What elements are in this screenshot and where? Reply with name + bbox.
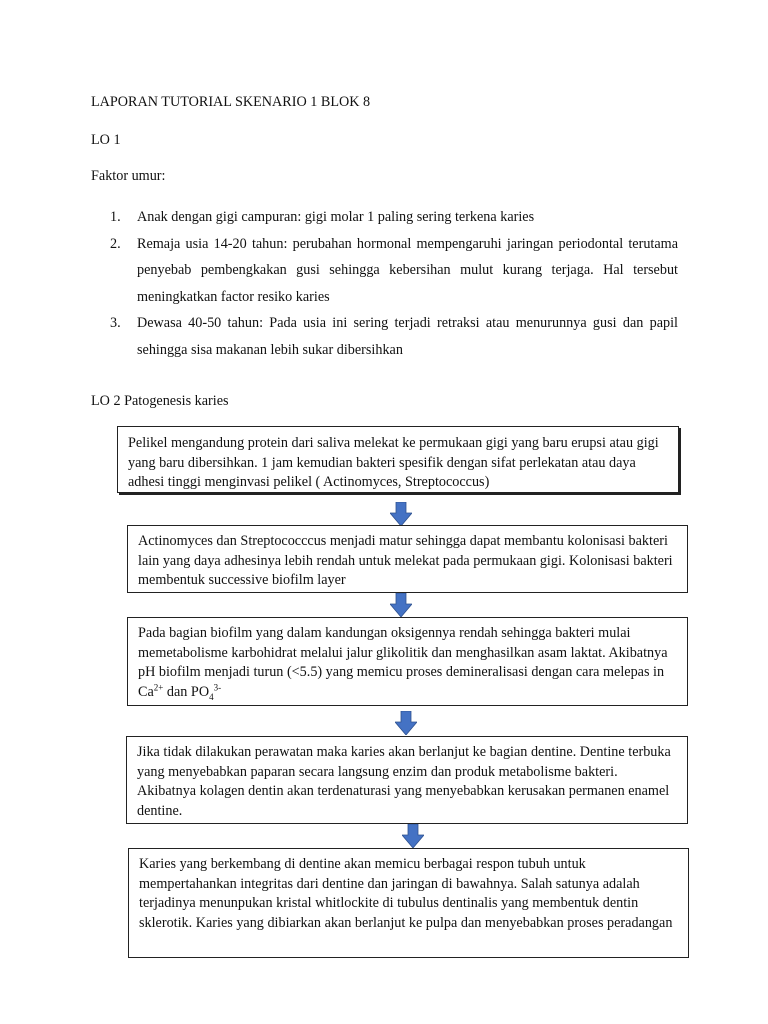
document-title: LAPORAN TUTORIAL SKENARIO 1 BLOK 8 [91,94,371,110]
flow-box-kolonisasi [127,525,688,593]
list-item-number: 3. [110,315,121,331]
flow-box-text: Actinomyces dan Streptococccus menjadi matur sehingga dapat membantu kolonisasi bakteri lain yang daya adhesinya lebih rendah untuk melekat pada permukaan gigi. Kolonisasi bakteri membentuk successive biofilm layer [138,533,673,588]
flow-box-text [138,624,677,702]
phosphate-charge: 3- [213,681,222,692]
calcium-charge: 2+ [153,681,164,692]
lo2-heading: LO 2 Patogenesis karies [91,393,229,409]
flow-box-text: Pelikel mengandung protein dari saliva melekat ke permukaan gigi yang baru erupsi atau gigi yang baru dibersihkan. 1 jam kemudian bakteri spesifik dengan sifat perlekatan atau daya adhesi tinggi menginvasi pelikel ( Actinomyces, Streptococcus) [128,435,659,490]
flow-box-pelikel [117,426,679,493]
down-arrow-icon [395,711,417,735]
list-item [110,231,678,311]
list-item-number: 1. [110,209,121,225]
flow-box-and-text: dan PO [163,683,210,700]
list-item-text: Remaja usia 14-20 tahun: perubahan hormonal mempengaruhi jaringan periodontal terutama penyebab pembengkakan gusi sehingga kebersihan mulut kurang terjaga. Hal tersebut meningkatkan factor resiko karies [137,235,678,305]
list-item-text: Dewasa 40-50 tahun: Pada usia ini sering terjadi retraksi atau menurunnya gusi dan papil sehingga sisa makanan lebih sukar dibersihkan [137,315,678,358]
down-arrow-icon [390,593,412,617]
lo1-heading: LO 1 [91,132,121,148]
list-item-number: 2. [110,235,121,252]
list-item [110,204,678,231]
flow-box-text: Jika tidak dilakukan perawatan maka karies akan berlanjut ke bagian dentine. Dentine terbuka yang menyebabkan paparan secara langsung enzim dan produk metabolisme bakteri. Akibatnya kolagen dentin akan terdenaturasi yang menyebabkan kerusakan permanen enamel dentine. [137,744,671,819]
list-item [110,310,678,363]
phosphate-subscript: 4 [209,691,214,702]
flow-box-demineralisasi [127,617,688,706]
age-factor-list [110,204,678,363]
flow-box-main-text: Pada bagian biofilm yang dalam kandungan oksigennya rendah sehingga bakteri mulai memetabolisme karbohidrat melalui jalur glikolitik dan menghasilkan asam laktat. Akibatnya pH biofilm menjadi turun (<5.5) yang memicu proses demineralisasi dengan cara melepas in Ca [138,625,668,700]
flow-box-text: Karies yang berkembang di dentine akan memicu berbagai respon tubuh untuk mempertahankan integritas dari dentine dan jaringan di bawahnya. Salah satunya adalah terjadinya menunpukan kristal whitlockite di tubulus dentinalis yang membentuk dentin sklerotik. Karies yang dibiarkan akan berlanjut ke pulpa dan menyebabkan proses peradangan [139,856,673,931]
factor-heading: Faktor umur: [91,168,166,184]
flow-box-dentine [126,736,688,824]
flow-box-sklerotik [128,848,689,958]
down-arrow-icon [402,824,424,848]
down-arrow-icon [390,502,412,526]
list-item-text: Anak dengan gigi campuran: gigi molar 1 paling sering terkena karies [137,209,535,225]
